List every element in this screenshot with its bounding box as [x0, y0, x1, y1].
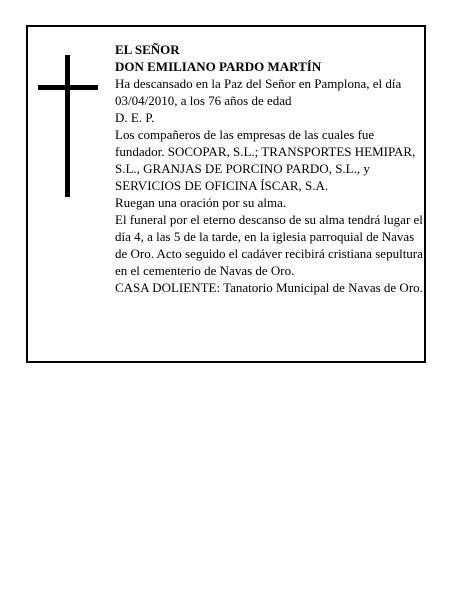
notice-text: [115, 41, 423, 296]
prayer-request: Ruegan una oración por su alma.: [115, 195, 287, 210]
cross-horizontal-bar: [38, 85, 98, 90]
cross-vertical-bar: [65, 55, 70, 197]
funeral-details: El funeral por el eterno descanso de su alma tendrá lugar el día 4, a las 5 de la tarde, en la iglesia parroquial de Navas de Oro. Acto seguido el cadáver recibirá cristiana sepultura en el cementerio de Navas de Oro.: [115, 212, 423, 278]
obituary-notice: [26, 25, 426, 363]
cross-icon: [38, 55, 98, 197]
deceased-name: DON EMILIANO PARDO MARTÍN: [115, 59, 322, 74]
rip-text: D. E. P.: [115, 110, 155, 125]
colleagues-statement: Los compañeros de las empresas de las cuales fue fundador. SOCOPAR, S.L.; TRANSPORTES HEMIPAR, S.L., GRANJAS DE PORCINO PARDO, S.L., y SERVICIOS DE OFICINA ÍSCAR, S.A.: [115, 127, 416, 193]
deceased-title: EL SEÑOR: [115, 42, 180, 57]
mourning-house: CASA DOLIENTE: Tanatorio Municipal de Navas de Oro.: [115, 280, 423, 295]
passing-statement: Ha descansado en la Paz del Señor en Pamplona, el día 03/04/2010, a los 76 años de edad: [115, 76, 402, 108]
